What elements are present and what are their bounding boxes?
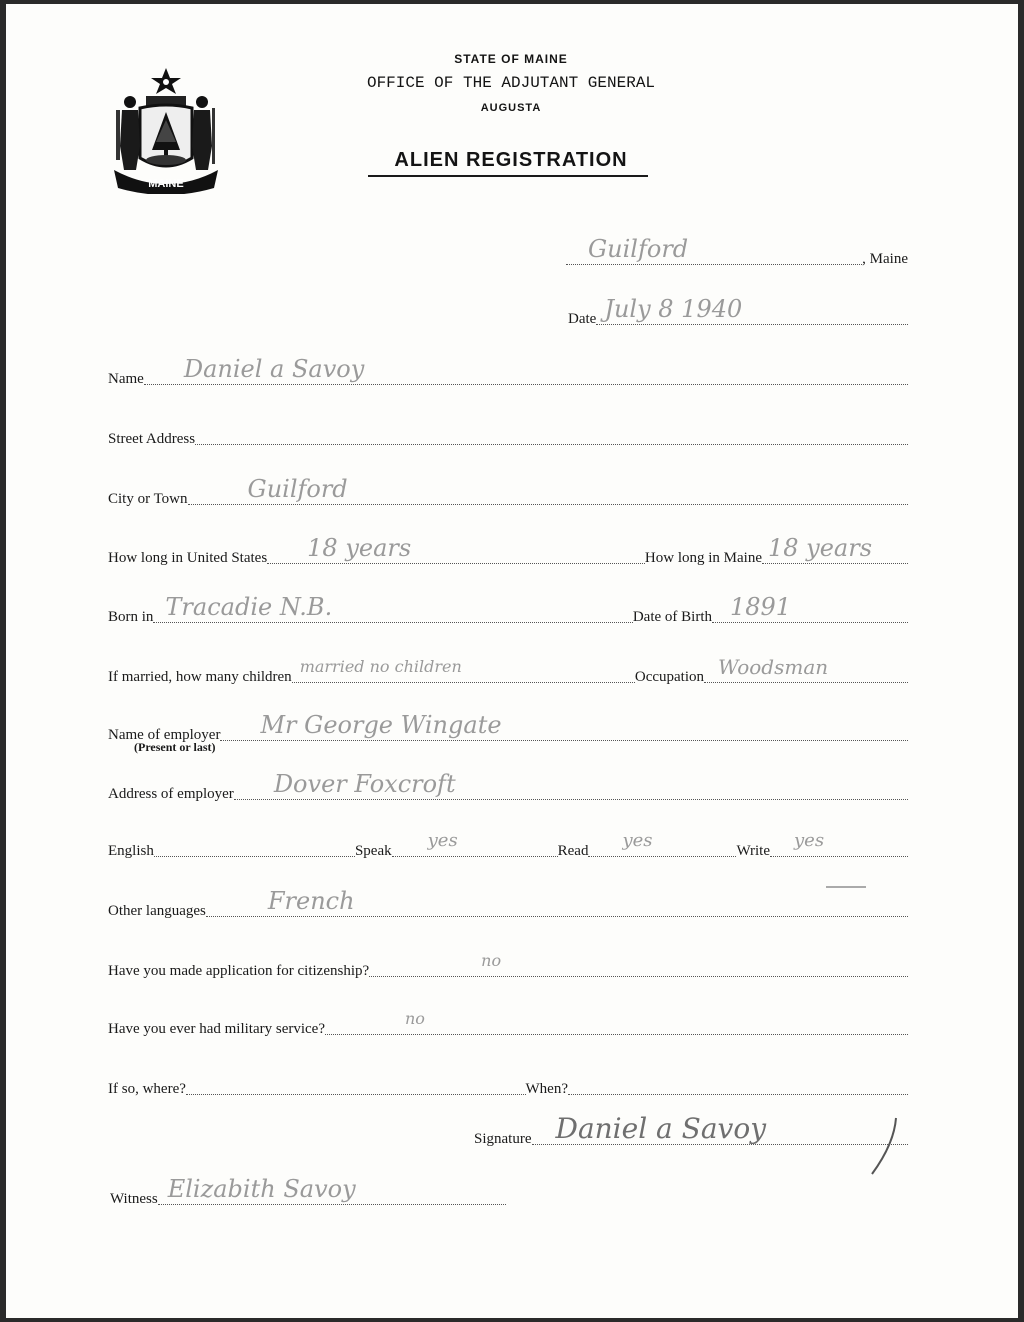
employer-field[interactable]	[220, 711, 908, 741]
city-value: Guilford	[247, 475, 348, 503]
signature-value: Daniel a Savoy	[555, 1112, 767, 1145]
citizenship-label: Have you made application for citizenship?	[108, 963, 370, 979]
employer-address-row	[108, 770, 908, 805]
citizenship-row	[108, 952, 908, 982]
read-label: Read	[557, 843, 589, 859]
birth-row	[108, 593, 908, 628]
children-value: married no children	[299, 657, 462, 676]
form-title: ALIEN REGISTRATION	[394, 149, 628, 171]
date-value: July 8 1940	[604, 295, 743, 323]
children-label: If married, how many children	[108, 669, 292, 685]
office-heading: OFFICE OF THE ADJUTANT GENERAL	[366, 74, 656, 92]
how-long-us-value: 18 years	[307, 534, 412, 562]
witness-label: Witness	[110, 1191, 158, 1207]
write-field[interactable]	[770, 830, 908, 857]
how-long-us-field[interactable]	[267, 534, 645, 564]
military-value: no	[405, 1009, 425, 1028]
citizenship-field[interactable]	[369, 951, 908, 977]
title-underline	[368, 175, 648, 177]
family-row	[108, 655, 908, 688]
write-label: Write	[736, 843, 770, 859]
city-row	[108, 475, 908, 510]
name-row	[108, 355, 908, 390]
speak-value: yes	[427, 830, 458, 851]
city-label: City or Town	[108, 491, 188, 507]
military-field[interactable]	[325, 1009, 908, 1035]
read-value: yes	[622, 830, 653, 851]
name-label: Name	[108, 371, 144, 387]
where-label: If so, where?	[108, 1081, 186, 1097]
registration-form-page	[6, 4, 1018, 1318]
street-field[interactable]	[195, 444, 908, 445]
signature-row	[474, 1112, 908, 1150]
military-row	[108, 1010, 908, 1040]
read-field[interactable]	[588, 830, 736, 857]
street-label: Street Address	[108, 431, 196, 447]
speak-label: Speak	[354, 843, 392, 859]
seal-banner-text: MAINE	[148, 178, 184, 190]
witness-value: Elizabith Savoy	[167, 1175, 356, 1203]
maine-state-seal-icon	[110, 66, 222, 194]
how-long-maine-label: How long in Maine	[644, 550, 762, 566]
languages-row	[108, 887, 908, 922]
other-languages-value: French	[267, 887, 355, 915]
when-label: When?	[525, 1081, 568, 1097]
born-in-value: Tracadie N.B.	[165, 593, 333, 621]
occupation-value: Woodsman	[718, 655, 829, 679]
dob-label: Date of Birth	[632, 609, 712, 625]
state-heading: STATE OF MAINE	[454, 52, 568, 66]
english-label: English	[108, 843, 154, 859]
town-field[interactable]	[566, 235, 862, 265]
how-long-maine-value: 18 years	[768, 534, 873, 562]
employer-address-value: Dover Foxcroft	[273, 770, 456, 798]
dob-value: 1891	[730, 593, 792, 621]
employer-row	[108, 711, 908, 746]
residence-row	[108, 534, 908, 569]
born-in-label: Born in	[108, 609, 154, 625]
witness-field[interactable]	[158, 1175, 506, 1205]
service-row	[108, 1070, 908, 1100]
signature-flourish	[866, 1114, 906, 1178]
witness-row	[110, 1175, 506, 1210]
city-heading: AUGUSTA	[480, 102, 542, 114]
other-languages-label: Other languages	[108, 903, 206, 919]
children-field[interactable]	[292, 657, 635, 683]
write-value: yes	[794, 830, 825, 851]
when-field[interactable]	[568, 1094, 908, 1095]
citizenship-value: no	[481, 951, 502, 970]
employer-sublabel: (Present or last)	[134, 740, 216, 754]
name-value: Daniel a Savoy	[183, 355, 365, 383]
signature-label: Signature	[474, 1131, 532, 1147]
town-value: Guilford	[588, 235, 689, 263]
military-label: Have you ever had military service?	[108, 1021, 325, 1037]
town-suffix: , Maine	[862, 251, 908, 267]
city-field[interactable]	[188, 475, 908, 505]
english-field[interactable]	[154, 856, 355, 857]
occupation-field[interactable]	[704, 655, 908, 683]
other-languages-field[interactable]	[206, 887, 908, 917]
occupation-label: Occupation	[634, 669, 704, 685]
speak-field[interactable]	[392, 830, 558, 857]
date-field[interactable]	[596, 295, 908, 325]
english-row	[108, 832, 908, 862]
dob-field[interactable]	[712, 593, 908, 623]
where-field[interactable]	[186, 1094, 526, 1095]
date-row	[568, 295, 908, 330]
name-field[interactable]	[144, 355, 908, 385]
date-label: Date	[568, 311, 597, 327]
stray-mark	[826, 886, 866, 888]
street-row	[108, 420, 908, 450]
employer-address-label: Address of employer	[108, 786, 234, 802]
employer-address-field[interactable]	[234, 770, 908, 800]
town-row	[566, 235, 908, 270]
signature-field[interactable]	[532, 1112, 909, 1145]
how-long-us-label: How long in United States	[108, 550, 268, 566]
employer-label: Name of employer	[108, 727, 221, 743]
employer-value: Mr George Wingate	[260, 711, 502, 739]
how-long-maine-field[interactable]	[762, 534, 908, 564]
born-in-field[interactable]	[153, 593, 632, 623]
